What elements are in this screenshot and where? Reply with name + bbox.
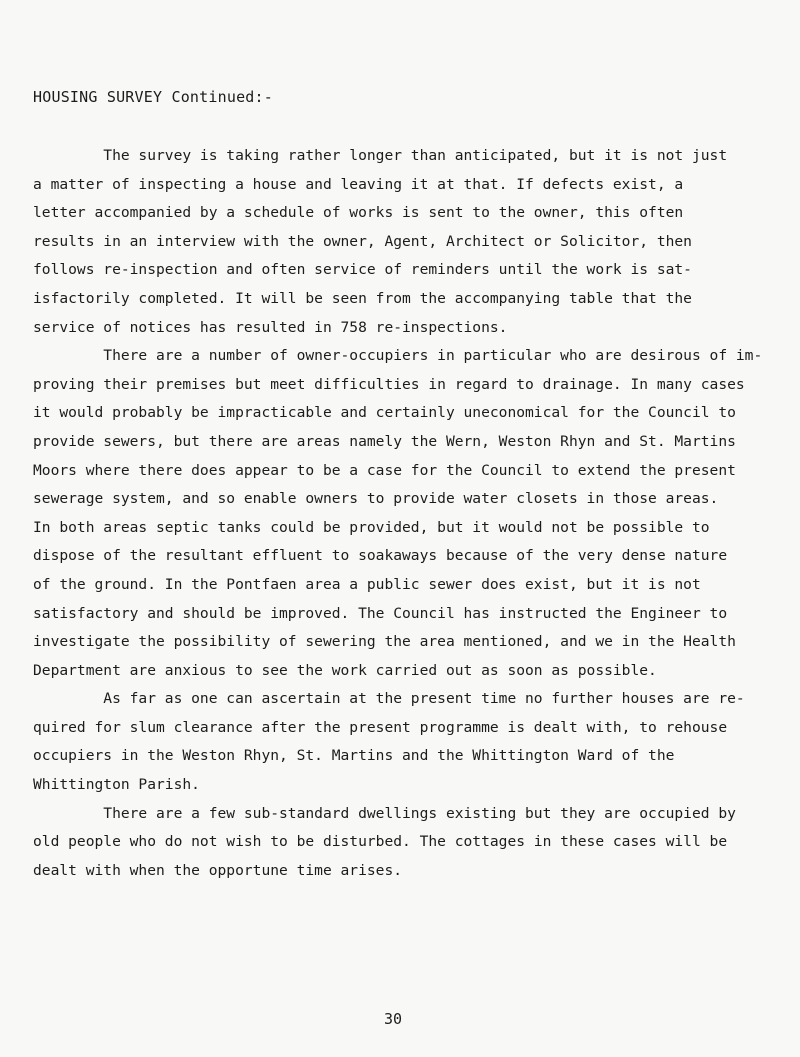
text-line: quired for slum clearance after the present programme is dealt with, to rehouse (33, 718, 728, 736)
text-line: service of notices has resulted in 758 re-inspections. (33, 318, 508, 336)
text-line: The survey is taking rather longer than anticipated, but it is not just (33, 147, 728, 164)
page-number: 30 (384, 1010, 403, 1028)
text-line: it would probably be impracticable and certainly uneconomical for the Council to (33, 404, 736, 422)
text-line: sewerage system, and so enable owners to provide water closets in those areas. (33, 490, 719, 508)
text-line: proving their premises but meet difficulties in regard to drainage. In many cases (33, 375, 745, 393)
text-line: occupiers in the Weston Rhyn, St. Martins and the Whittington Ward of the (33, 747, 675, 765)
text-line: investigate the possibility of sewering the area mentioned, and we in the Health (33, 633, 736, 651)
text-line: follows re-inspection and often service of reminders until the work is sat- (33, 261, 692, 279)
text-line: Whittington Parish. (33, 776, 200, 794)
text-line: isfactorily completed. It will be seen from the accompanying table that the (33, 289, 692, 307)
section-heading: HOUSING SURVEY Continued:- (33, 88, 273, 106)
body-text (33, 142, 793, 885)
text-line: results in an interview with the owner, Agent, Architect or Solicitor, then (33, 232, 692, 250)
text-line: dealt with when the opportune time arises. (33, 861, 403, 879)
text-line: of the ground. In the Pontfaen area a public sewer does exist, but it is not (33, 575, 701, 593)
text-line: There are a number of owner-occupiers in particular who are desirous of im- (33, 347, 763, 365)
text-line: provide sewers, but there are areas namely the Wern, Weston Rhyn and St. Martins (33, 432, 736, 450)
text-line: As far as one can ascertain at the present time no further houses are re- (33, 690, 745, 708)
text-line: a matter of inspecting a house and leaving it at that. If defects exist, a (33, 175, 684, 193)
text-line: old people who do not wish to be disturbed. The cottages in these cases will be (33, 833, 728, 851)
text-line: letter accompanied by a schedule of works is sent to the owner, this often (33, 204, 684, 222)
text-line: In both areas septic tanks could be provided, but it would not be possible to (33, 518, 710, 536)
text-line: dispose of the resultant effluent to soakaways because of the very dense nature (33, 547, 728, 565)
text-line: There are a few sub-standard dwellings existing but they are occupied by (33, 804, 736, 822)
text-line: Department are anxious to see the work carried out as soon as possible. (33, 661, 657, 679)
text-line: Moors where there does appear to be a case for the Council to extend the present (33, 461, 736, 479)
text-line: satisfactory and should be improved. The Council has instructed the Engineer to (33, 604, 728, 622)
